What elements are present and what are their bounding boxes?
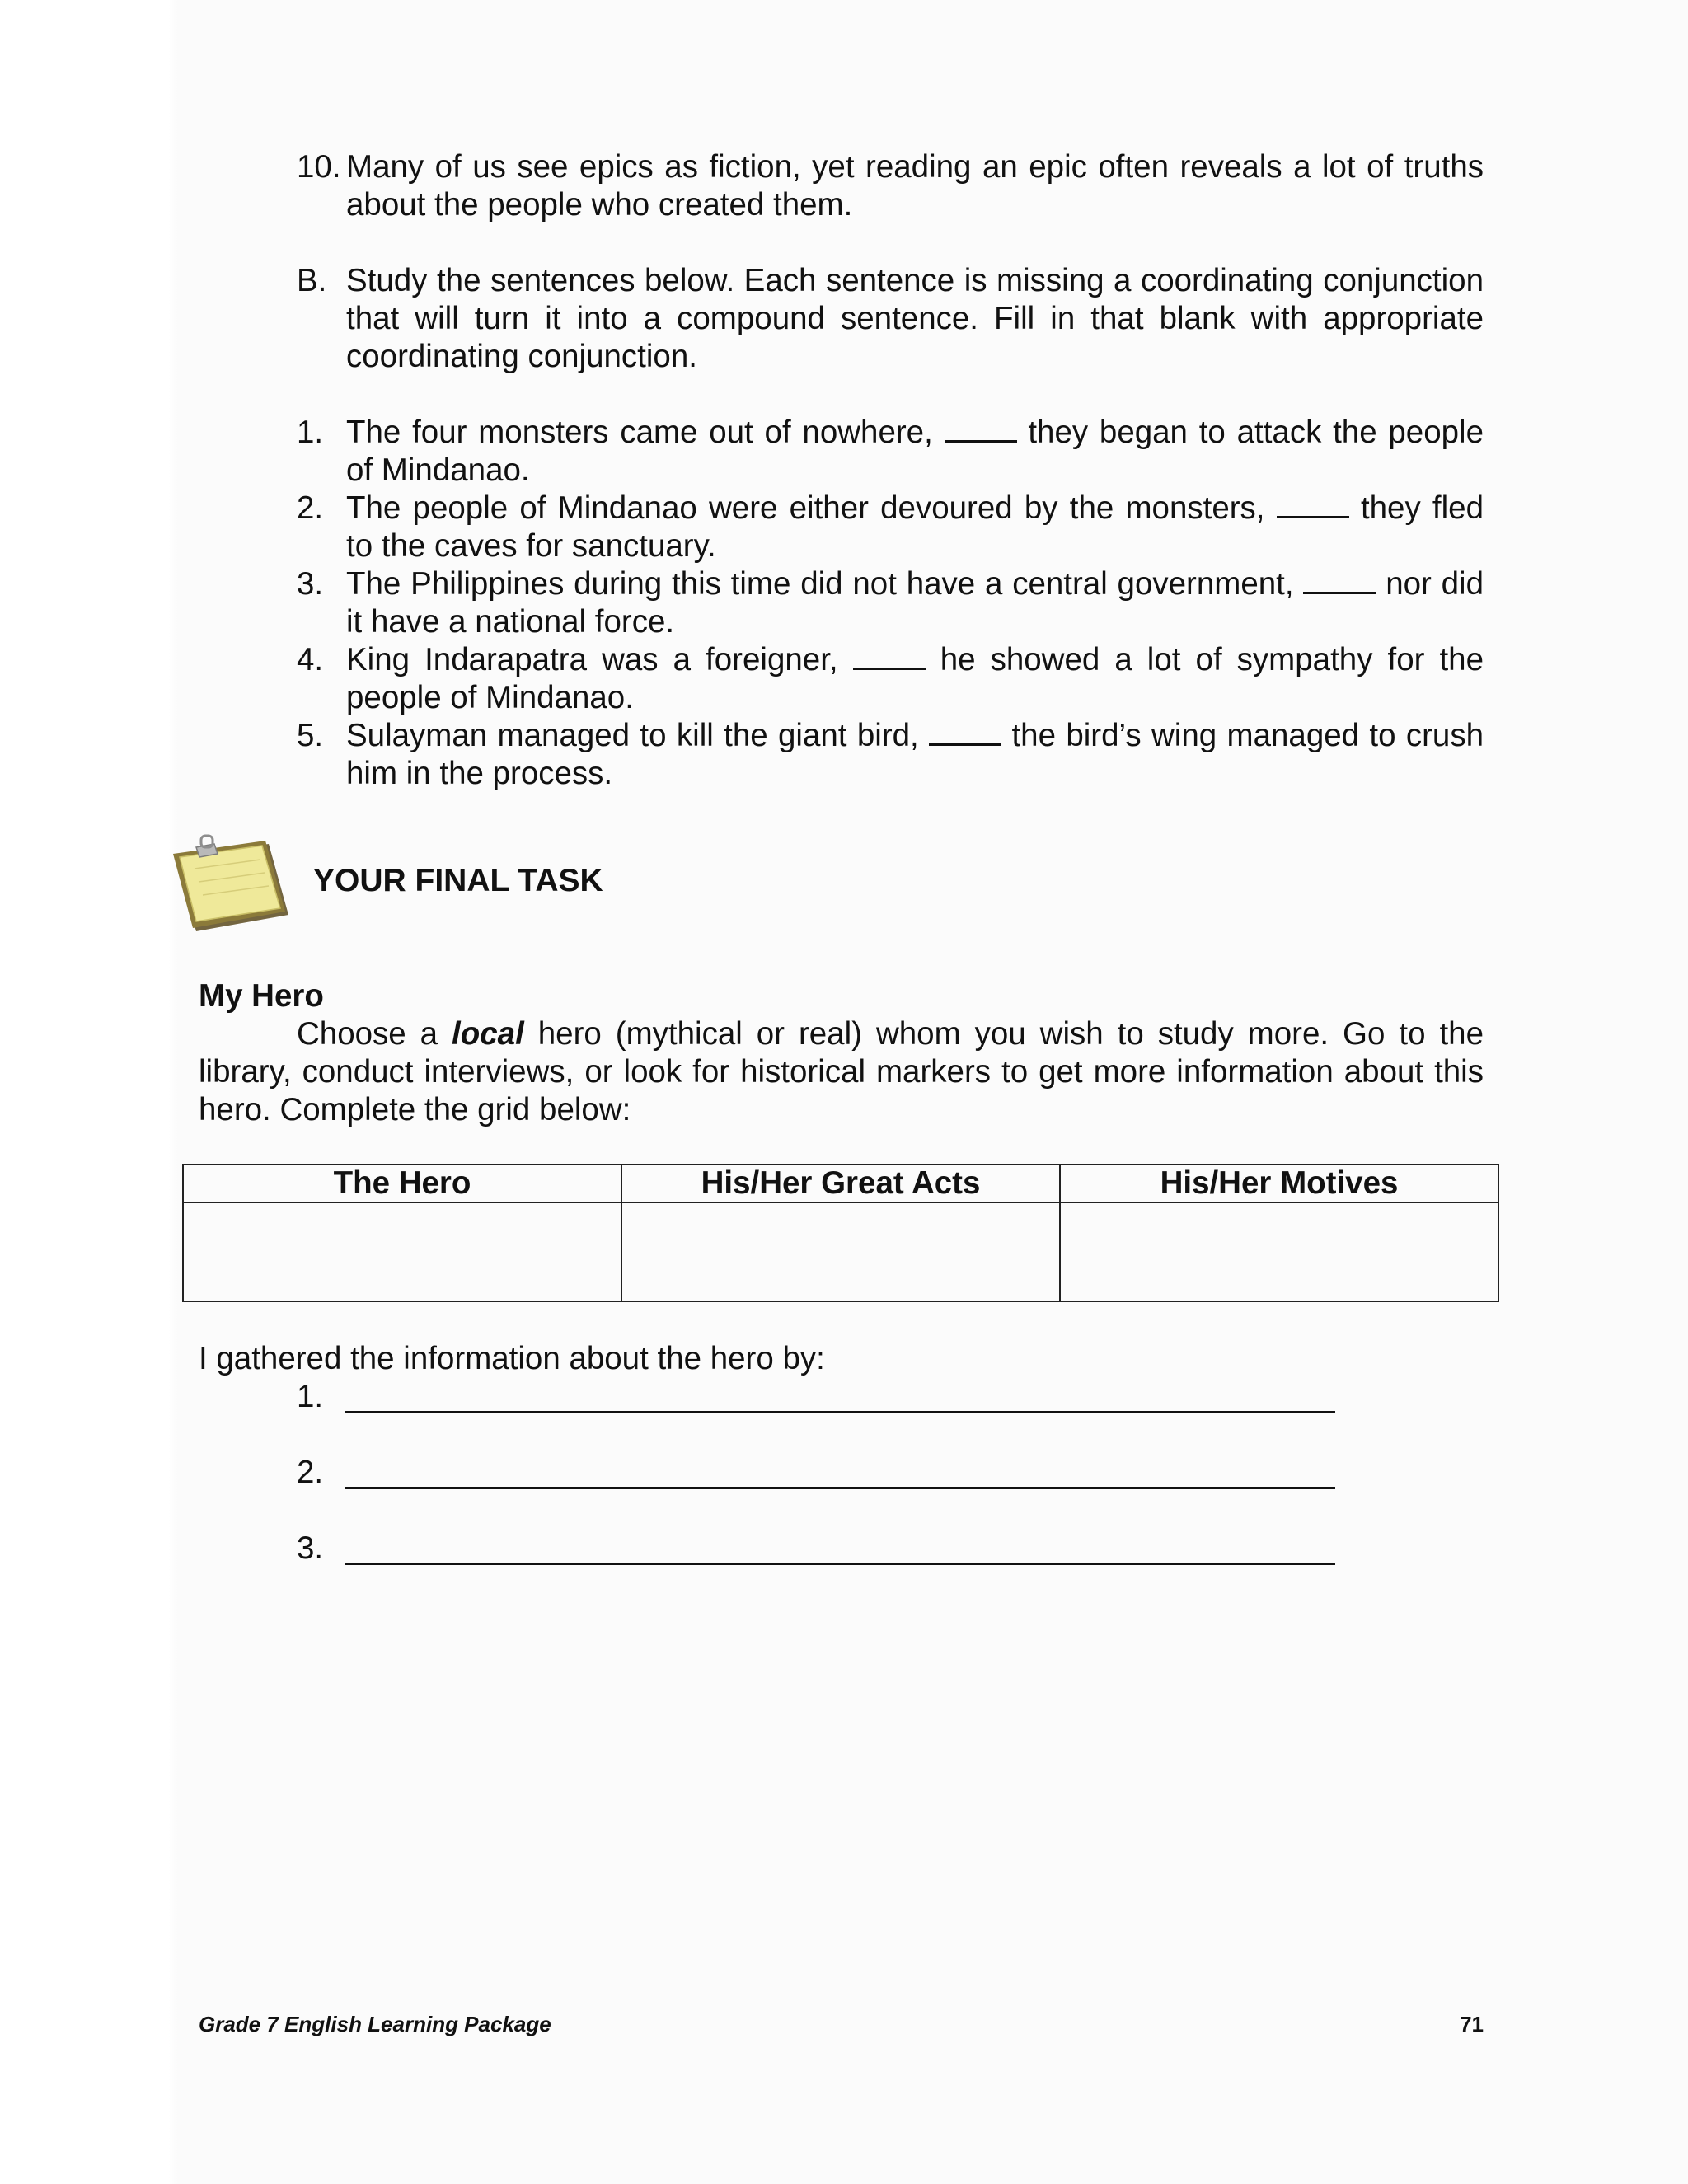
exercise-item xyxy=(297,717,1484,793)
conjunction-blank[interactable] xyxy=(1277,491,1349,518)
final-task-heading: YOUR FINAL TASK xyxy=(313,863,603,898)
line-number: 1. xyxy=(297,1379,324,1414)
conjunction-blank[interactable] xyxy=(1303,567,1376,594)
answer-cell-great-acts[interactable] xyxy=(621,1202,1060,1301)
grid-header-row xyxy=(183,1165,1498,1202)
para-lead: Choose a xyxy=(297,1016,438,1052)
answer-cell-hero[interactable] xyxy=(183,1202,621,1301)
item-number: 1. xyxy=(297,415,324,450)
line-number: 2. xyxy=(297,1455,324,1490)
item-text xyxy=(346,490,1484,565)
answer-line-rule[interactable] xyxy=(345,1563,1335,1565)
my-hero-paragraph xyxy=(199,1015,1484,1129)
item-text xyxy=(346,641,1484,717)
sentence-first-clause: King Indarapatra was a foreigner, xyxy=(346,642,838,677)
item-text: Many of us see epics as fiction, yet reading an epic often reveals a lot of truths about the people who created them. xyxy=(346,149,1484,223)
answer-line-rule[interactable] xyxy=(345,1411,1335,1413)
exercise-item xyxy=(297,414,1484,490)
item-number: 10. xyxy=(297,149,341,185)
item-number: 5. xyxy=(297,718,324,753)
section-letter: B. xyxy=(297,263,327,298)
section-b-instructions xyxy=(297,262,1484,376)
page-number: 71 xyxy=(1460,2012,1484,2036)
conjunction-blank[interactable] xyxy=(945,415,1017,443)
sentence-first-clause: The people of Mindanao were either devoured by the monsters, xyxy=(346,490,1265,526)
item-number: 3. xyxy=(297,566,324,602)
para-emphasis: local xyxy=(452,1016,524,1052)
my-hero-title: My Hero xyxy=(199,978,324,1014)
hero-grid-table xyxy=(182,1164,1499,1302)
header-great-acts: His/Her Great Acts xyxy=(621,1165,1060,1202)
grid-answer-row xyxy=(183,1202,1498,1301)
answer-cell-motives[interactable] xyxy=(1060,1202,1498,1301)
item-text xyxy=(346,414,1484,490)
answer-line xyxy=(297,1378,1335,1416)
item-number: 2. xyxy=(297,490,324,526)
sentence-second-clause: the bird’s wing managed to crush him in the process. xyxy=(346,718,1484,791)
header-the-hero: The Hero xyxy=(183,1165,621,1202)
footer-title: Grade 7 English Learning Package xyxy=(199,2012,551,2036)
sentence-first-clause: Sulayman managed to kill the giant bird, xyxy=(346,718,919,753)
answer-line xyxy=(297,1454,1335,1492)
sentence-first-clause: The four monsters came out of nowhere, xyxy=(346,415,933,450)
answer-line xyxy=(297,1530,1335,1568)
instructions-text: Study the sentences below. Each sentence is missing a coordinating conjunction that will turn it into a compound sentence. Fill in that blank with appropriate coordinating conjunction. xyxy=(346,263,1484,374)
answer-line-rule[interactable] xyxy=(345,1487,1335,1489)
item-text xyxy=(346,717,1484,793)
exercise-item xyxy=(297,490,1484,565)
item-10 xyxy=(297,148,1484,224)
sentence-second-clause: nor did it have a national force. xyxy=(346,566,1484,640)
sentence-second-clause: he showed a lot of sympathy for the people of Mindanao. xyxy=(346,642,1484,715)
header-motives: His/Her Motives xyxy=(1060,1165,1498,1202)
conjunction-blank[interactable] xyxy=(853,643,926,670)
sentence-second-clause: they fled to the caves for sanctuary. xyxy=(346,490,1484,564)
clipboard-icon xyxy=(171,834,297,935)
conjunction-blank[interactable] xyxy=(929,719,1001,746)
sentence-second-clause: they began to attack the people of Mindanao. xyxy=(346,415,1484,488)
exercise-item xyxy=(297,641,1484,717)
line-number: 3. xyxy=(297,1530,324,1566)
para-rest: hero (mythical or real) whom you wish to study more. Go to the library, conduct interviews, or look for historical markers to get more information about this hero. Complete the grid below: xyxy=(199,1016,1484,1127)
item-text xyxy=(346,565,1484,641)
sentence-first-clause: The Philippines during this time did not have a central government, xyxy=(346,566,1294,602)
exercise-item xyxy=(297,565,1484,641)
item-number: 4. xyxy=(297,642,324,677)
gathered-label: I gathered the information about the hero by: xyxy=(199,1341,825,1376)
